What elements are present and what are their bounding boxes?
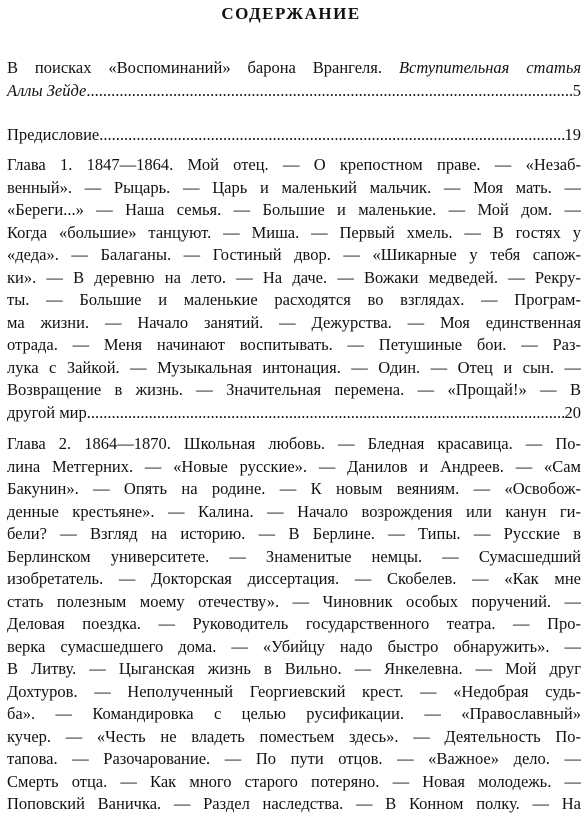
toc-entry-line: В Литву. — Цыганская жизнь в Вильно. — Янкелевна. — Мой друг — [7, 659, 581, 678]
toc-entry-line: В поисках «Воспоминаний» барона Врангеля. Вступительная статья — [7, 58, 581, 77]
toc-entry-last-line: другой мир ..... 20 — [7, 402, 581, 425]
toc-entry-chapter-2[interactable] — [7, 433, 581, 816]
toc-entry-last-line: Аллы Зейде ..... 5 — [7, 80, 581, 103]
page-number: 19 — [564, 125, 581, 144]
page-title: СОДЕРЖАНИЕ — [221, 4, 361, 23]
toc-entry-line: «деда». — Балаганы. — Гостиный двор. — «Шикарные у тебя сапож- — [7, 245, 581, 264]
page-number: 5 — [572, 80, 581, 100]
toc-entry-line: стать полезным моему отечеству». — Чиновник особых поручений. — — [7, 591, 581, 611]
toc-entry-line: денные крестьяне». — Калина. — Начало возрождения или канун ги- — [7, 501, 581, 521]
toc-entry-line: тапова. — Разочарование. — По пути отцов. — «Важное» дело. — — [7, 749, 581, 768]
toc-entry-line: Глава 2. 1864—1870. Школьная любовь. — Бледная красавица. — По- — [7, 434, 581, 453]
toc-entry-line: Дохтуров. — Неполученный Георгиевский крест. — «Недобрая судь- — [7, 681, 581, 701]
leader-dots — [99, 124, 564, 147]
toc-entry-line: верка сумасшедшего дома. — «Убийцу надо быстро обнаружить». — — [7, 636, 581, 656]
toc-entry-chapter-1[interactable] — [7, 154, 581, 424]
toc-entry-line: ты. — Большие и маленькие расходятся во взглядах. — Програм- — [7, 290, 581, 309]
toc-entry-line: Возвращение в жизнь. — Значительная перемена. — «Прощай!» — В — [7, 380, 581, 399]
toc-entry-line: Берлинском университете. — Знаменитые немцы. — Сумасшедший — [7, 546, 581, 566]
toc-entry-line: Когда «большие» танцуют. — Миша. — Первый хмель. — В гостях у — [7, 222, 581, 242]
toc-entry-line: кучер. — «Честь не владеть поместьем здесь». — Деятельность По- — [7, 726, 581, 746]
toc-entry-line: Глава 1. 1847—1864. Мой отец. — О крепостном праве. — «Незаб- — [7, 155, 581, 174]
leader-dots — [86, 80, 572, 103]
toc-entry-last-line: Предисловие ..... 19 — [7, 124, 581, 147]
toc-entry-line: венный». — Рыцарь. — Царь и маленький мальчик. — Моя мать. — — [7, 177, 581, 197]
toc-entry-line: Поповский Ваничка. — Раздел наследства. — В Конном полку. — На — [7, 794, 581, 813]
toc-entry-line: бели? — Взгляд на историю. — В Берлине. — Типы. — Русские в — [7, 524, 581, 543]
toc-entry-line: ки». — В деревню на лето. — На даче. — Вожаки медведей. — Рекру- — [7, 267, 581, 287]
toc-entry-line: Деловая поездка. — Руководитель государственного театра. — Про- — [7, 614, 581, 633]
toc-entry-line: изобретатель. — Докторская диссертация. — Скобелев. — «Как мне — [7, 569, 581, 588]
toc-entry-preface[interactable] — [7, 124, 581, 147]
page-number: 20 — [564, 402, 581, 422]
toc-entry-line: Смерть отца. — Как много старого потеряно. — Новая молодежь. — — [7, 771, 581, 791]
toc-entry-line: лука с Зайкой. — Музыкальная интонация. — Один. — Отец и сын. — — [7, 357, 581, 377]
toc-entry-line: отрада. — Меня начинают воспитывать. — Петушиные бои. — Раз- — [7, 335, 581, 354]
toc-entry-intro[interactable] — [7, 57, 581, 102]
leader-dots — [87, 402, 565, 425]
toc-entry-line: лина Метгерних. — «Новые русские». — Данилов и Андреев. — «Сам — [7, 456, 581, 476]
toc-entry-line: «Береги...» — Наша семья. — Большие и маленькие. — Мой дом. — — [7, 200, 581, 219]
toc-entry-line: ба». — Командировка с целью русификации. — «Православный» — [7, 704, 581, 723]
toc-entry-line: ма жизни. — Начало занятий. — Дежурства. — Моя единственная — [7, 312, 581, 332]
toc-entry-line: Бакунин». — Опять на родине. — К новым веяниям. — «Освобож- — [7, 479, 581, 498]
